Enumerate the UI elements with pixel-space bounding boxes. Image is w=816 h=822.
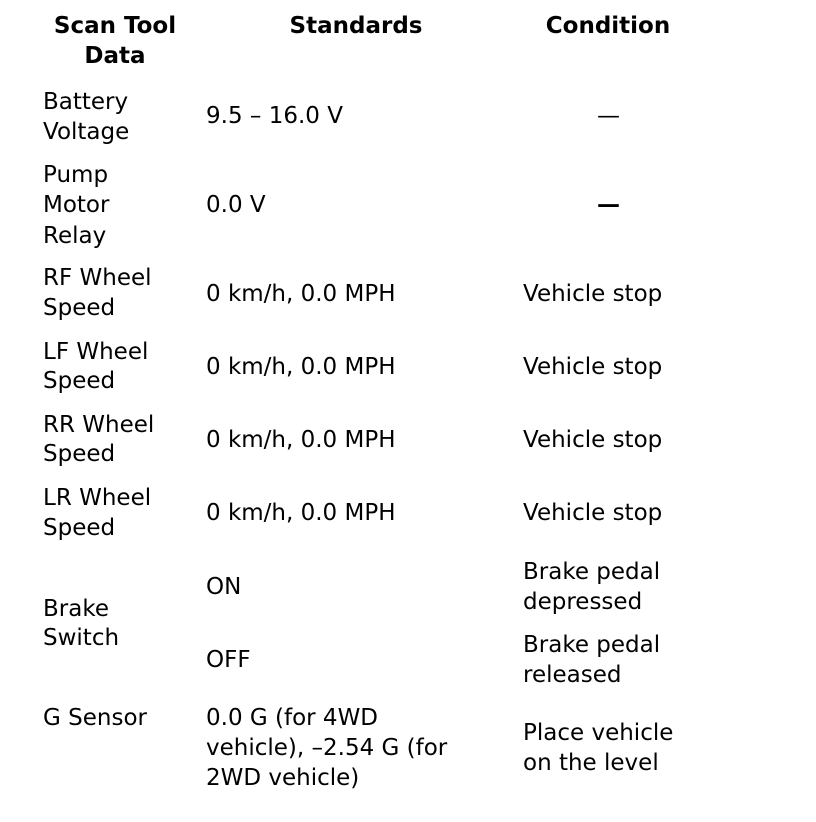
row-standard: ON	[206, 574, 242, 600]
row-item-line: RR Wheel	[43, 412, 155, 438]
header-scan-tool-data: Scan Tool Data	[53, 13, 177, 69]
row-condition: —	[597, 192, 620, 218]
row-condition: Vehicle stop	[523, 281, 663, 307]
row-item-line: Motor	[43, 192, 110, 218]
row-condition-line: Place vehicle	[523, 720, 674, 746]
row-standard: 9.5 – 16.0 V	[206, 103, 343, 129]
row-item-line: Speed	[43, 515, 116, 541]
row-standard-line: 0.0 G (for 4WD	[206, 705, 379, 731]
row-standard: 0 km/h, 0.0 MPH	[206, 281, 396, 307]
row-standard: 0.0 V	[206, 192, 266, 218]
row-item-line: Speed	[43, 295, 116, 321]
row-standard: 0 km/h, 0.0 MPH	[206, 427, 396, 453]
row-standard-line: vehicle), –2.54 G (for	[206, 735, 448, 761]
row-standard: 0 km/h, 0.0 MPH	[206, 500, 396, 526]
row-standard-line: 2WD vehicle)	[206, 765, 360, 791]
row-condition: —	[597, 103, 620, 129]
row-item-line: Speed	[43, 441, 116, 467]
row-standard: 0 km/h, 0.0 MPH	[206, 354, 396, 380]
row-condition: Vehicle stop	[523, 354, 663, 380]
header-condition: Condition	[545, 13, 671, 39]
row-condition-line: Brake pedal	[523, 559, 661, 585]
row-condition-line: depressed	[523, 589, 643, 615]
row-condition-line: on the level	[523, 750, 659, 776]
header-standards: Standards	[289, 13, 423, 39]
row-item-line: Pump	[43, 162, 109, 188]
row-condition-line: released	[523, 662, 622, 688]
row-condition: Vehicle stop	[523, 500, 663, 526]
row-item-line: Battery	[43, 89, 129, 115]
row-condition-line: Brake pedal	[523, 632, 661, 658]
row-item-line: LF Wheel	[43, 339, 149, 365]
row-standard: OFF	[206, 647, 251, 673]
row-item-line: Brake	[43, 596, 109, 622]
row-item-line: Voltage	[43, 119, 130, 145]
row-condition: Vehicle stop	[523, 427, 663, 453]
row-item-line: LR Wheel	[43, 485, 152, 511]
row-item-line: RF Wheel	[43, 265, 152, 291]
row-item-line: Relay	[43, 223, 107, 249]
row-item-line: Switch	[43, 625, 120, 651]
row-item-line: Speed	[43, 368, 116, 394]
row-item-line: G Sensor	[43, 705, 147, 731]
